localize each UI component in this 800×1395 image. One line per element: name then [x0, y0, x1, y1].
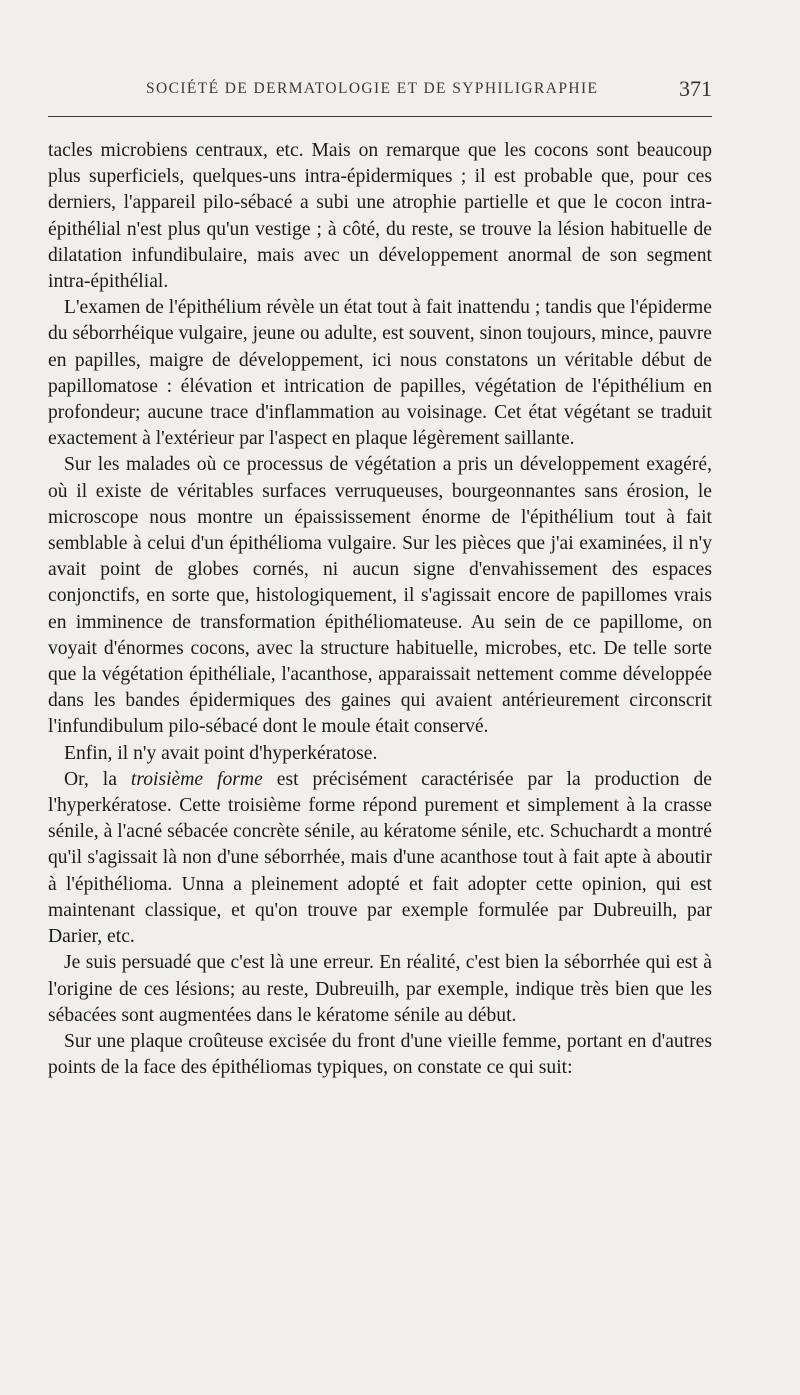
- header-rule: [48, 116, 712, 117]
- paragraph-1: tacles microbiens centraux, etc. Mais on remarque que les cocons sont beaucoup plus superficiels, quelques-uns intra-épidermiques ; il est probable que, pour ces derniers, l'appareil pilo-sébacé a subi une atrophie partielle et que le cocon intra-épithélial n'est plus qu'un vestige ; à côté, du reste, se trouve la lésion habituelle de dilatation infundibulaire, mais avec un développement anormal de son segment intra-épithélial.: [48, 140, 712, 293]
- emphasis-troisieme-forme: troisième forme: [130, 768, 263, 790]
- paragraph-6: Je suis persuadé que c'est là une erreur. En réalité, c'est bien la séborrhée qui est à l'origine de ces lésions; au reste, Dubreuilh, par exemple, indique très bien que les sébacées sont augmentées dans le kératome sénile au début.: [48, 952, 712, 1026]
- paragraph-7: Sur une plaque croûteuse excisée du front d'une vieille femme, portant en d'autres points de la face des épithéliomas typiques, on constate ce qui suit:: [48, 1030, 712, 1079]
- paragraph-5-rest: est précisément caractérisée par la production de l'hyperkératose. Cette troisième forme répond purement et simplement à la crasse sénile, à l'acné sébacée concrète sénile, au kératome sénile, etc. Schuchardt a montré qu'il s'agissait là non d'une séborrhée, mais d'une acanthose tout à fait apte à aboutir à l'épithélioma. Unna a pleinement adopté et fait adopter cette opinion, qui est maintenant classique, et qu'on trouve par exemple formulée par Dubreuilh, par Darier, etc.: [48, 768, 713, 948]
- paragraph-3: Sur les malades où ce processus de végétation a pris un développement exagéré, où il existe de véritables surfaces verruqueuses, bourgeonnantes sans érosion, le microscope nous montre un épaississement énorme de l'épithélium tout à fait semblable à celui d'un épithélioma vulgaire. Sur les pièces que j'ai examinées, il n'y avait point de globes cornés, ni aucun signe d'envahissement des espaces conjonctifs, en sorte que, histologiquement, il s'agissait encore de papillomes vrais en imminence de transformation épithéliomateuse. Au sein de ce papillome, on voyait d'énormes cocons, avec la structure habituelle, microbes, etc. De telle sorte que la végétation épithéliale, l'acanthose, apparaissait nettement comme développée dans les bandes épidermiques des gaines qui avaient antérieurement circonscrit l'infundibulum pilo-sébacé dont le moule était conservé.: [48, 454, 712, 738]
- body-text: [48, 138, 712, 1081]
- paragraph-2: L'examen de l'épithélium révèle un état tout à fait inattendu ; tandis que l'épiderme du séborrhéique vulgaire, jeune ou adulte, est souvent, sinon toujours, mince, pauvre en papilles, maigre de développement, ici nous constatons un véritable début de papillomatose : élévation et intrication de papilles, végétation de l'épithélium en profondeur; aucune trace d'inflammation au voisinage. Cet état végétant se traduit exactement à l'extérieur par l'aspect en plaque légèrement saillante.: [48, 297, 712, 450]
- page-header: [48, 76, 712, 108]
- page-number: 371: [679, 76, 712, 101]
- running-title: SOCIÉTÉ DE DERMATOLOGIE ET DE SYPHILIGRAPHIE: [146, 80, 599, 97]
- paragraph-4: Enfin, il n'y avait point d'hyperkératose.: [64, 742, 378, 764]
- paragraph-5: [48, 767, 712, 950]
- paragraph-5-start: Or, la: [64, 768, 131, 790]
